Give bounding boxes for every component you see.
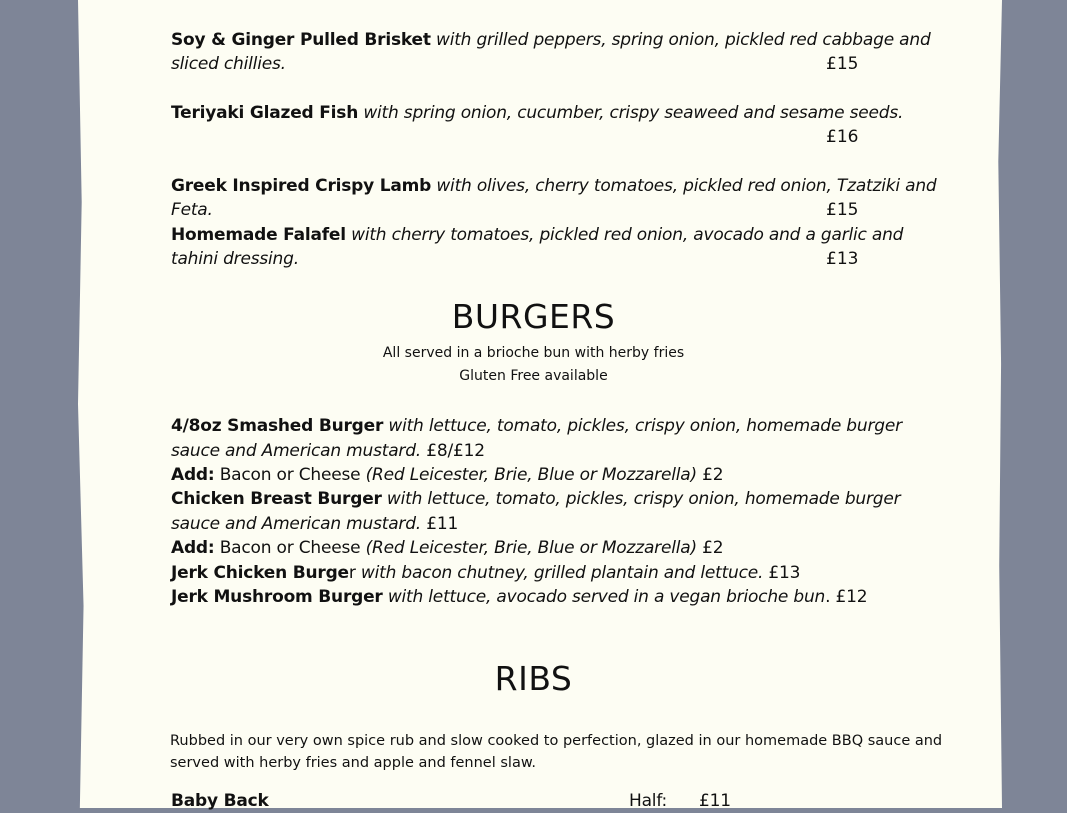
burgers-subtitle: All served in a brioche bun with herby fries [382, 345, 685, 361]
ribs-description-line-2: served with herby fries and apple and fennel slaw. [170, 755, 536, 771]
menu-item-jerk-chicken-burger: Jerk Chicken Burger with bacon chutney, grilled plantain and lettuce. £13 [171, 563, 801, 583]
baby-back-size: Half: [629, 791, 668, 811]
menu-item-chicken-burger-desc: sauce and American mustard. £11 [171, 514, 459, 534]
menu-item-brisket: Soy & Ginger Pulled Brisket with grilled peppers, spring onion, pickled red cabbage and [171, 30, 931, 50]
menu-item-brisket-desc: sliced chillies. [171, 54, 286, 74]
price-falafel: £13 [826, 249, 859, 269]
menu-item-teriyaki: Teriyaki Glazed Fish with spring onion, cucumber, crispy seaweed and sesame seeds. [171, 103, 904, 123]
price-brisket: £15 [826, 54, 859, 74]
menu-item-jerk-mushroom-burger: Jerk Mushroom Burger with lettuce, avocado served in a vegan brioche bun. £12 [171, 587, 868, 607]
menu-item-chicken-burger: Chicken Breast Burger with lettuce, tomato, pickles, crispy onion, homemade burger [171, 489, 901, 509]
menu-item-smashed-burger: 4/8oz Smashed Burger with lettuce, tomato, pickles, crispy onion, homemade burger [171, 416, 902, 436]
menu-item-falafel-desc: tahini dressing. [171, 249, 299, 269]
price-teriyaki: £16 [826, 127, 859, 147]
menu-item-lamb-desc: Feta. [171, 200, 213, 220]
baby-back-price: £11 [699, 791, 731, 811]
section-title-burgers: BURGERS [451, 297, 616, 336]
section-title-ribs: RIBS [494, 659, 573, 698]
add-on-cheese-2: Add: Bacon or Cheese (Red Leicester, Brie, Blue or Mozzarella) £2 [171, 538, 724, 558]
menu-item-falafel: Homemade Falafel with cherry tomatoes, pickled red onion, avocado and a garlic and [171, 225, 904, 245]
ribs-description-line-1: Rubbed in our very own spice rub and slow cooked to perfection, glazed in our homemade BBQ sauce and [170, 733, 943, 749]
menu-item-baby-back: Baby Back [171, 791, 269, 811]
menu-item-smashed-burger-desc: sauce and American mustard. £8/£12 [171, 441, 485, 461]
price-lamb: £15 [826, 200, 859, 220]
menu-item-lamb: Greek Inspired Crispy Lamb with olives, cherry tomatoes, pickled red onion, Tzatziki and [171, 176, 937, 196]
add-on-cheese-1: Add: Bacon or Cheese (Red Leicester, Brie, Blue or Mozzarella) £2 [171, 465, 724, 485]
burgers-gluten-free: Gluten Free available [459, 368, 608, 384]
